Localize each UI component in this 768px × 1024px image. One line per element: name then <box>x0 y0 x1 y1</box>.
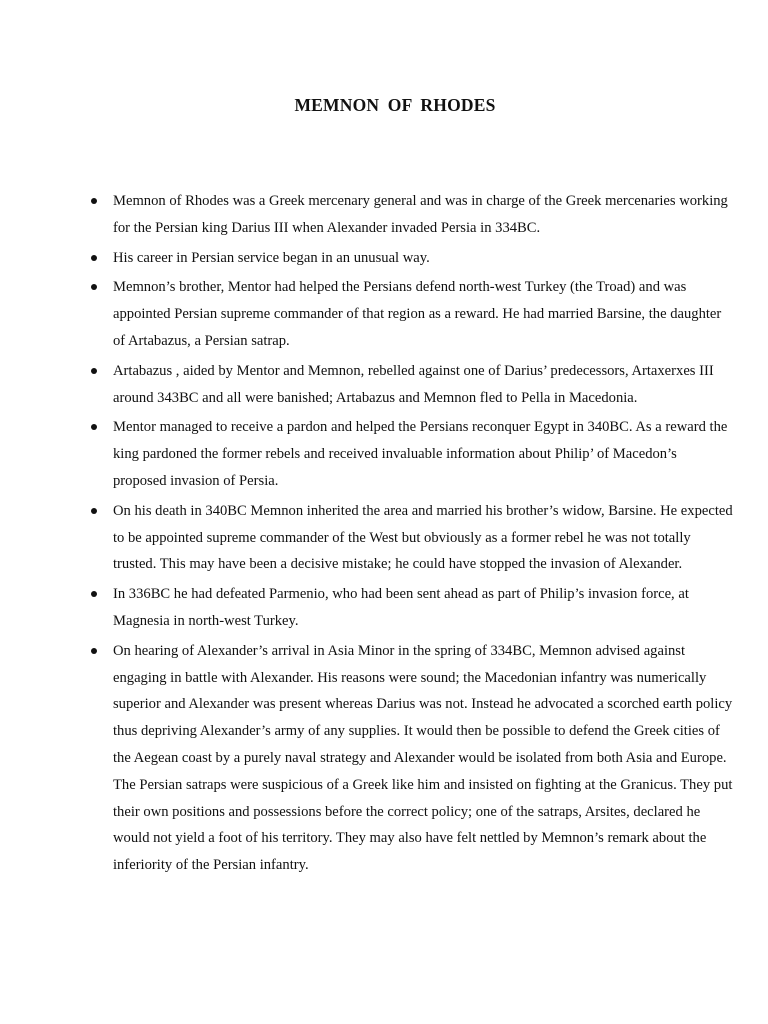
bullet-list <box>113 188 733 882</box>
bullet-dot-icon <box>91 591 97 597</box>
bullet-item <box>113 581 733 635</box>
bullet-text: Mentor managed to receive a pardon and helped the Persians reconquer Egypt in 340BC. As a reward the king pardoned the former rebels and received invaluable information about Philip’ of Macedon’s proposed invasion of Persia. <box>113 419 728 489</box>
bullet-dot-icon <box>91 255 97 261</box>
bullet-dot-icon <box>91 508 97 514</box>
bullet-item <box>113 274 733 354</box>
bullet-item <box>113 188 733 242</box>
bullet-dot-icon <box>91 368 97 374</box>
bullet-dot-icon <box>91 198 97 204</box>
bullet-item <box>113 358 733 412</box>
page-title: MEMNON OF RHODES <box>294 95 496 115</box>
bullet-text: On hearing of Alexander’s arrival in Asia Minor in the spring of 334BC, Memnon advised against engaging in battle with Alexander. His reasons were sound; the Macedonian infantry was numerically superior and Alexander was present whereas Darius was not. Instead he advocated a scorched earth policy thus depriving Alexander’s army of any supplies. It would then be possible to defend the Greek cities of the Aegean coast by a purely naval strategy and Alexander would be isolated from both Asia and Europe. The Persian satraps were suspicious of a Greek like him and insisted on fighting at the Granicus. They put their own positions and possessions before the correct policy; one of the satraps, Arsites, declared he would not yield a foot of his territory. They may also have felt nettled by Memnon’s remark about the inferiority of the Persian infantry. <box>113 642 733 874</box>
bullet-text: Memnon of Rhodes was a Greek mercenary general and was in charge of the Greek mercenaries working for the Persian king Darius III when Alexander invaded Persia in 334BC. <box>113 193 728 236</box>
bullet-text: Memnon’s brother, Mentor had helped the Persians defend north-west Turkey (the Troad) and was appointed Persian supreme commander of that region as a reward. He had married Barsine, the daughter of Artabazus, a Persian satrap. <box>113 279 722 349</box>
bullet-dot-icon <box>91 284 97 290</box>
bullet-text: In 336BC he had defeated Parmenio, who had been sent ahead as part of Philip’s invasion force, at Magnesia in north-west Turkey. <box>113 586 689 629</box>
bullet-text: Artabazus , aided by Mentor and Memnon, rebelled against one of Darius’ predecessors, Artaxerxes III around 343BC and all were banished; Artabazus and Memnon fled to Pella in Macedonia. <box>113 362 714 406</box>
bullet-item <box>113 498 733 578</box>
bullet-dot-icon <box>91 648 97 654</box>
bullet-text: On his death in 340BC Memnon inherited the area and married his brother’s widow, Barsine. He expected to be appointed supreme commander of the West but obviously as a former rebel he was not totally trusted. This may have been a decisive mistake; he could have stopped the invasion of Alexander. <box>113 502 733 573</box>
bullet-item <box>113 414 733 494</box>
bullet-text: His career in Persian service began in an unusual way. <box>113 249 430 266</box>
bullet-dot-icon <box>91 424 97 430</box>
bullet-item <box>113 245 733 272</box>
bullet-item <box>113 638 733 879</box>
